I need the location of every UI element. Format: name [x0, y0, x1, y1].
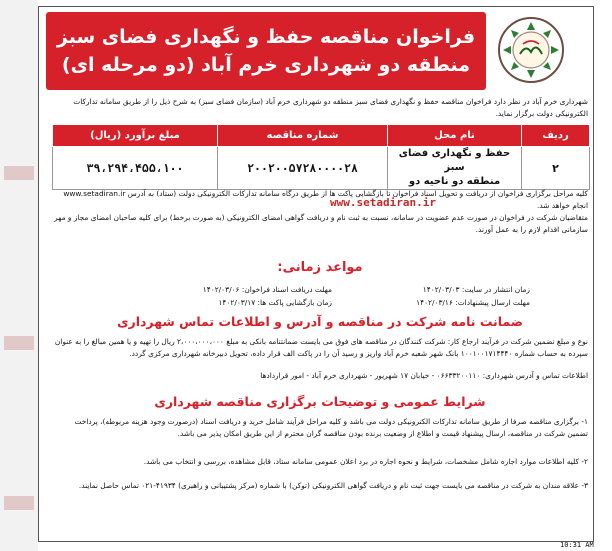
col-header-tender-number: شماره مناقصه — [218, 125, 388, 147]
intro-text: شهرداری خرم آباد در نظر دارد فراخوان مناقصه حفظ و نگهداری فضای سبز منطقه دو شهرداری خرم آباد (سازمان فضای سبز) به شرح ذیل را از طریق سامانه تدارکات الکترونیکی دولت برگزار نماید. — [73, 97, 588, 118]
publish-date: زمان انتشار در سایت: ۱۴۰۲/۰۳/۰۳ — [422, 285, 530, 294]
opening-date: زمان بازگشایی پاکت ها: ۱۴۰۲/۰۳/۱۷ — [218, 298, 332, 307]
title-line-1: فراخوان مناقصه حفظ و نگهداری فضای سبز — [56, 26, 476, 48]
table-row — [53, 147, 590, 190]
margin-mark — [4, 496, 34, 510]
col-header-estimate: مبلغ برآورد (ریال) — [53, 125, 218, 147]
terms-title: شرایط عمومی و توضیحات برگزاری مناقصه شهرداری — [154, 394, 486, 409]
submission-deadline: مهلت ارسال پیشنهادات: ۱۴۰۲/۰۳/۱۶ — [416, 298, 530, 307]
col-header-row-number: ردیف — [522, 125, 590, 147]
title-banner — [46, 12, 486, 90]
guarantee-title: ضمانت نامه شرکت در مناقصه و آدرس و اطلاعات تماس شهرداری — [117, 314, 523, 329]
left-margin-strip — [0, 0, 38, 551]
cell-row-number: ۲ — [522, 147, 590, 190]
deadlines-title: مواعد زمانی: — [277, 260, 363, 275]
terms-item-2: ۲- کلیه اطلاعات موارد اجاره شامل مشخصات، شرایط و نحوه اجاره در برد اعلان عمومی سامانه ستاد، قابل مشاهده، بررسی و انتخاب می باشد. — [143, 457, 588, 466]
clock: 10:31 AM — [560, 541, 594, 549]
contact-text: اطلاعات تماس و آدرس شهرداری: ۰۶۶۳۳۲۰۰۱۱۰ - خیابان ۱۷ شهریور - شهرداری خرم آباد - امور قراردادها — [260, 371, 588, 380]
cell-location — [388, 147, 522, 190]
document-deadline: مهلت دریافت اسناد فراخوان: ۱۴۰۲/۰۳/۰۶ — [202, 285, 332, 294]
terms-item-3: ۳- علاقه مندان به شرکت در مناقصه می بایست جهت ثبت نام و دریافت گواهی الکترونیکی (توکن) با شماره (مرکز پشتیبانی و راهبری) ۴۱۹۳۴-۰۲۱ تماس حاصل نمایند. — [78, 481, 588, 490]
municipality-logo-icon — [496, 14, 566, 86]
location-line-1: حفظ و نگهداری فضای سبز — [398, 148, 511, 173]
guarantee-text: نوع و مبلغ تضمین شرکت در فرآیند ارجاع کار: شرکت کنندگان در مناقصه های فوق می بایست ضمانتنامه بانکی به مبلغ ۲،۰۰۰،۰۰۰،۰۰۰ ریال را تهیه و یا همین مبالغ را به عنوان سپرده به حساب شماره ۱۰۰۱۰۰۱۷۱۴۴۴۰ بانک شهر شعبه خرم آباد واریز و رسید آن را در پاکت الف قرار داده، تحویل دبیرخانه شهرداری مرکزی گردد. — [54, 337, 588, 358]
terms-item-1: ۱- برگزاری مناقصه صرفا از طریق سامانه تدارکات الکترونیکی دولت می باشد و کلیه مراحل فرآیند شامل خرید و دریافت اسناد (درصورت وجود هزینه مربوطه)، پرداخت تضمین شرکت در مناقصه، ارسال پیشنهاد قیمت و اطلاع از وضعیت برنده بودن مناقصه گران محترم از این طریق امکان پذیر می باشد. — [74, 417, 588, 438]
deadlines-grid — [150, 283, 530, 309]
registration-text: متقاضیان شرکت در فراخوان در صورت عدم عضویت در سامانه، نسبت به ثبت نام و دریافت گواهی امضای الکترونیکی (به صورت برخط) برای کلیه صاحبان امضای مجاز و مهر سازمانی اقدام لازم را به عمل آورند. — [54, 213, 588, 234]
title-line-2: منطقه دو شهرداری خرم آباد (دو مرحله ای) — [61, 54, 471, 76]
location-line-2: منطقه دو ناحیه دو — [408, 176, 501, 187]
cell-estimate: ۳۹،۲۹۴،۴۵۵،۱۰۰ — [53, 147, 218, 190]
table-header-row — [53, 125, 590, 147]
tender-table — [52, 124, 590, 190]
website-link[interactable]: www.setadiran.ir — [330, 196, 436, 209]
cell-tender-number: ۲۰۰۲۰۰۵۷۲۸۰۰۰۰۲۸ — [218, 147, 388, 190]
col-header-location: نام محل — [388, 125, 522, 147]
process-text: کلیه مراحل برگزاری فراخوان از دریافت و تحویل اسناد فراخوان تا بازگشایی پاکت ها از طریق درگاه سامانه تدارکات الکترونیکی دولت (ستاد) به آدرس www.setadiran.ir انجام خواهد شد. — [63, 189, 588, 210]
margin-mark — [4, 166, 34, 180]
margin-mark — [4, 336, 34, 350]
